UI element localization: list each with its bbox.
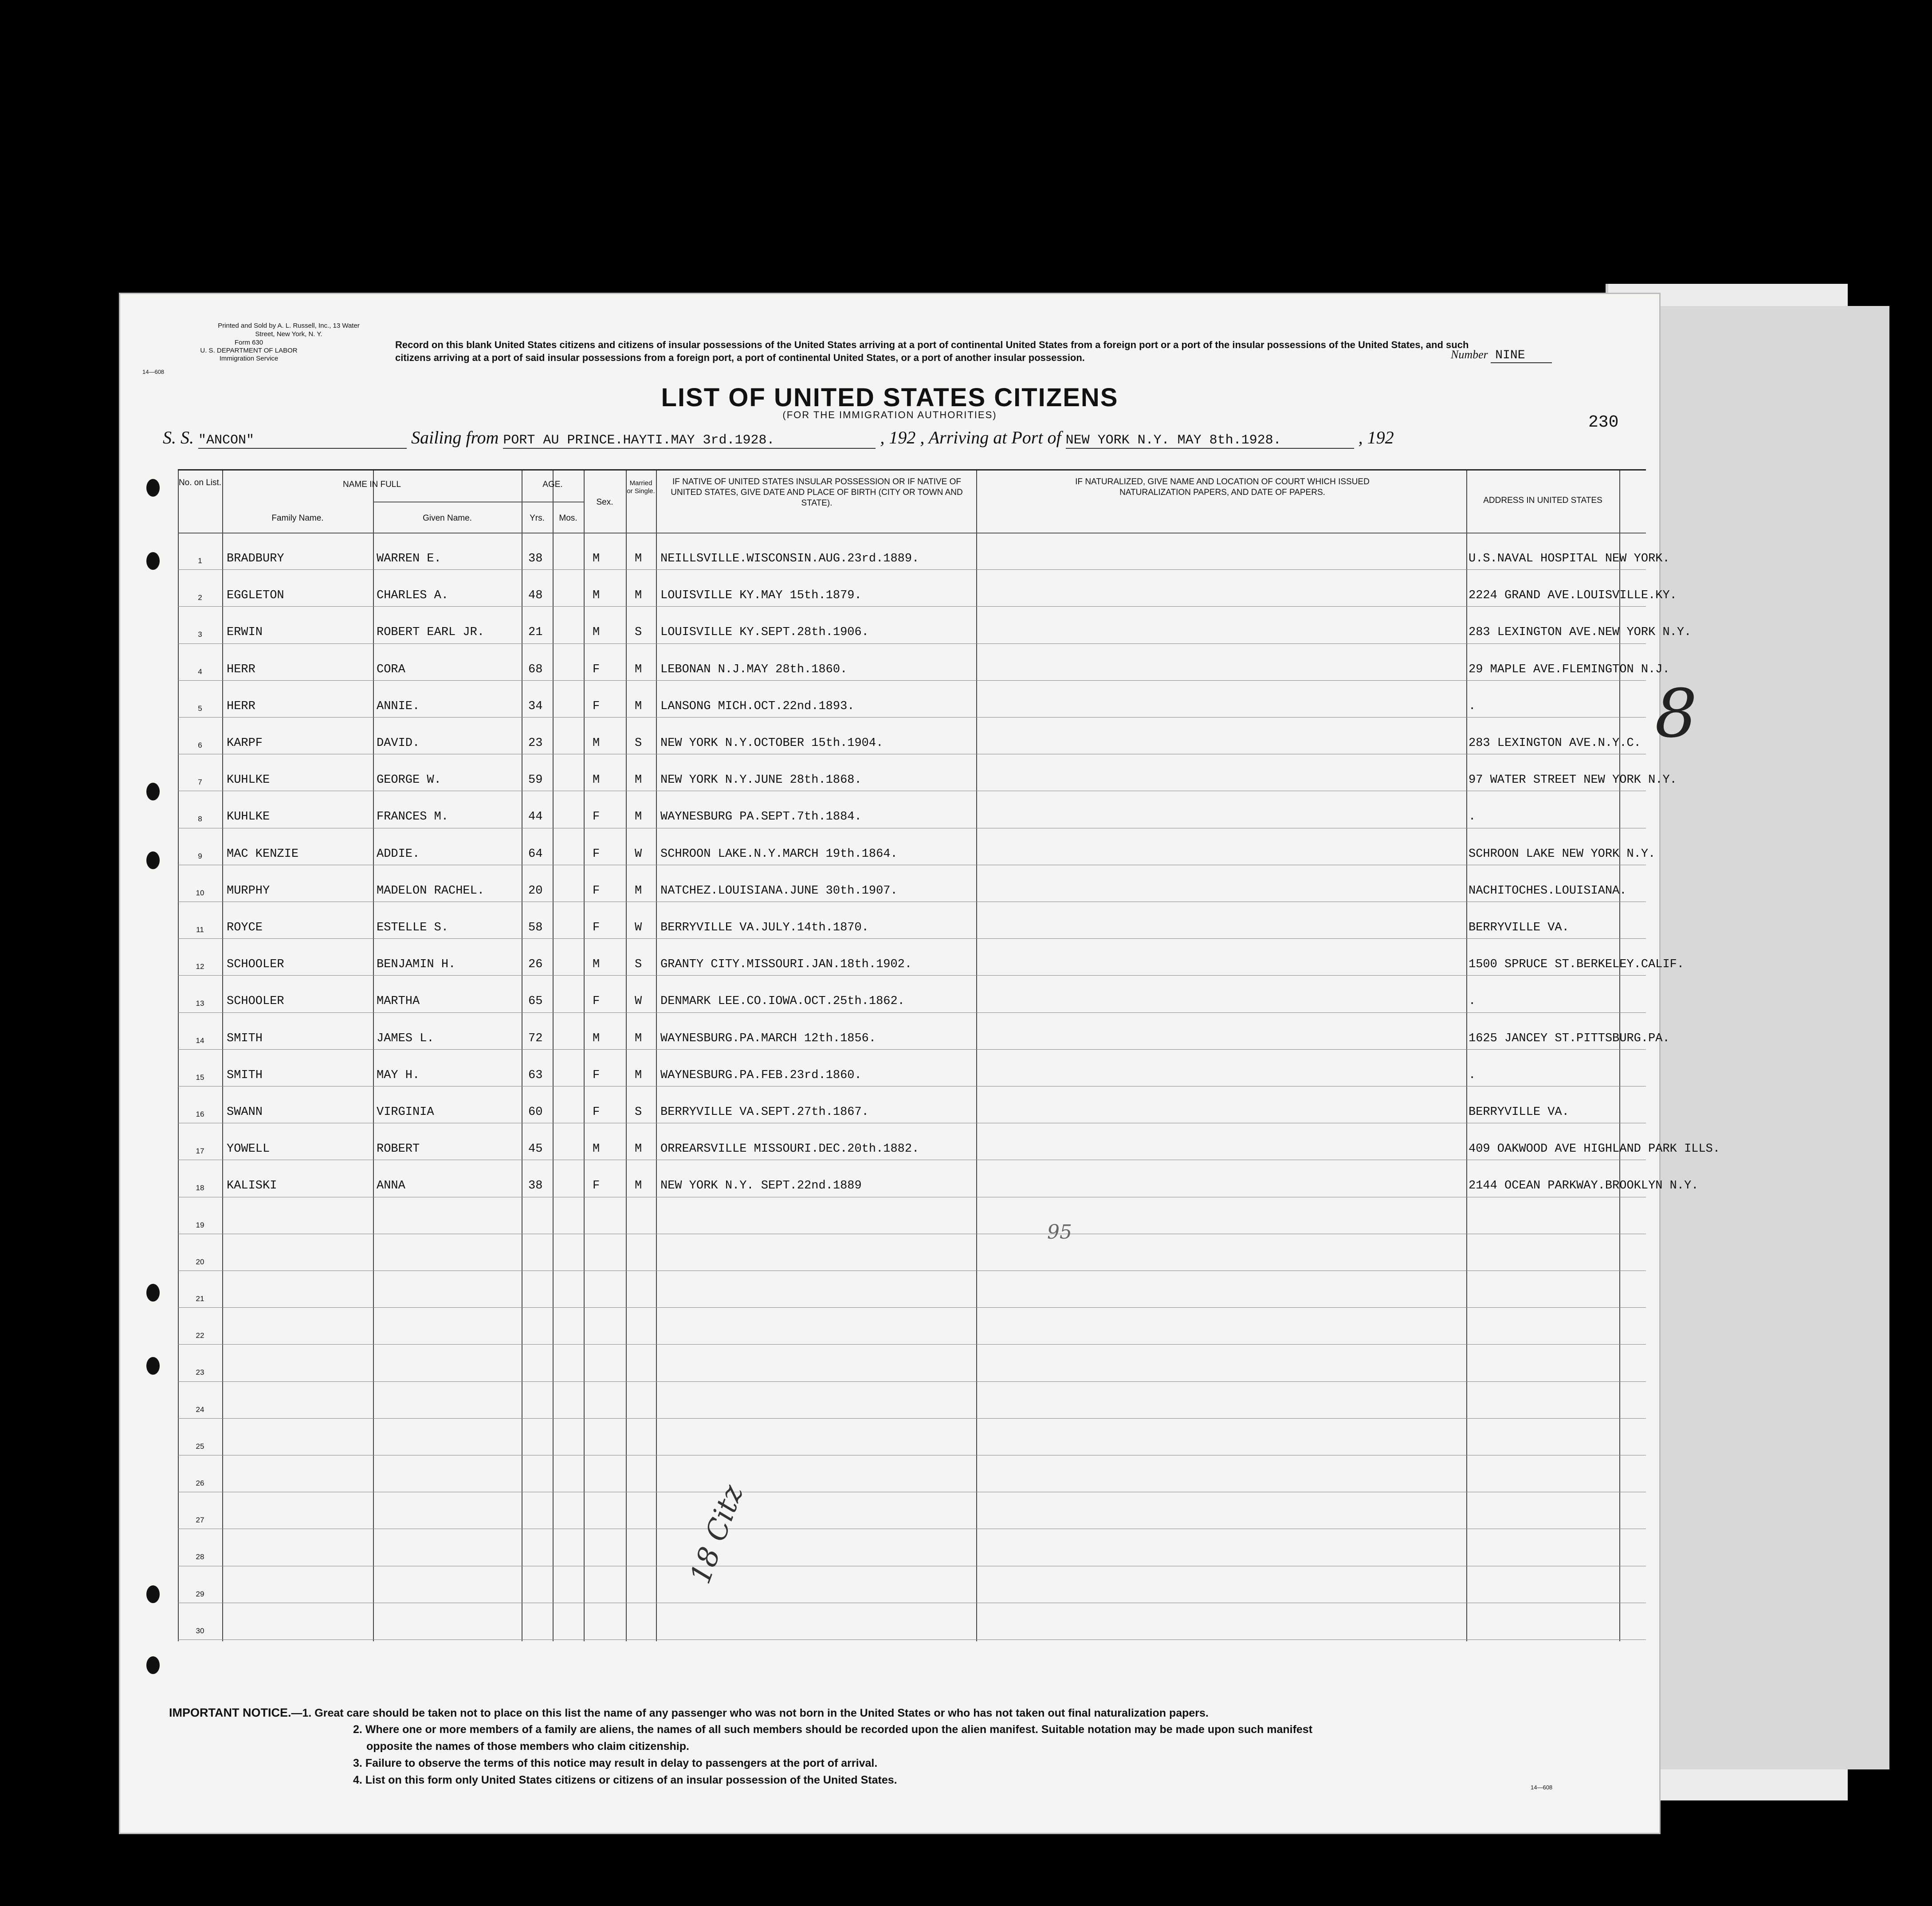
notice-item-4: 4. List on this form only United States citizens or citizens of an insular possession of the United States. (353, 1774, 897, 1786)
cell-given: ESTELLE S. (377, 921, 449, 934)
page-number: 230 (1588, 413, 1619, 432)
cell-ms: M (635, 810, 642, 824)
cell-family: SMITH (227, 1068, 263, 1082)
row-number: 15 (196, 1073, 204, 1082)
cell-sex: M (593, 773, 600, 787)
cell-address: 2144 OCEAN PARKWAY.BROOKLYN N.Y. (1469, 1179, 1699, 1193)
cell-sex: F (593, 1068, 600, 1082)
cell-birth: LOUISVILLE KY.MAY 15th.1879. (660, 589, 862, 603)
page-subtitle: (FOR THE IMMIGRATION AUTHORITIES) (782, 409, 997, 420)
cell-given: GEORGE W. (377, 773, 441, 787)
row-number: 16 (196, 1110, 204, 1118)
service-name: Immigration Service (219, 355, 279, 362)
tally-note: 18 Citz (684, 1480, 750, 1588)
row-divider (178, 680, 1646, 681)
cell-family: SMITH (227, 1031, 263, 1045)
cell-birth: NATCHEZ.LOUISIANA.JUNE 30th.1907. (660, 884, 898, 898)
arriving-label: , Arriving at Port of (920, 427, 1061, 447)
cell-address: . (1469, 699, 1476, 713)
cell-given: CORA (377, 663, 405, 676)
cell-address: 1625 JANCEY ST.PITTSBURG.PA. (1469, 1031, 1670, 1045)
row-number: 3 (198, 630, 202, 639)
row-divider (178, 1344, 1646, 1345)
notice-item-2b: opposite the names of those members who claim citizenship. (366, 1740, 689, 1753)
row-number: 4 (198, 667, 202, 676)
row-number: 1 (198, 557, 202, 565)
cell-address: 409 OAKWOOD AVE HIGHLAND PARK ILLS. (1469, 1142, 1720, 1156)
col-no-on-list: No. on List. (178, 478, 222, 487)
row-divider (178, 643, 1646, 644)
punch-hole (146, 1585, 160, 1603)
row-number: 25 (196, 1442, 204, 1451)
number-label: Number (1451, 348, 1488, 361)
cell-age: 63 (528, 1068, 543, 1082)
cell-age: 60 (528, 1106, 543, 1119)
cell-address: BERRYVILLE VA. (1469, 921, 1569, 934)
row-number: 11 (196, 926, 204, 934)
cell-family: HERR (227, 699, 255, 713)
cell-address: 1500 SPRUCE ST.BERKELEY.CALIF. (1469, 958, 1685, 972)
cell-address: 283 LEXINGTON AVE.N.Y.C. (1469, 737, 1641, 750)
sailing-label: Sailing from (411, 427, 499, 447)
cell-ms: S (635, 958, 642, 972)
row-number: 13 (196, 999, 204, 1008)
cell-sex: M (593, 589, 600, 603)
cell-family: EGGLETON (227, 589, 284, 603)
cell-sex: M (593, 552, 600, 565)
punch-hole (146, 479, 160, 497)
cell-ms: M (635, 773, 642, 787)
cell-age: 23 (528, 737, 543, 750)
col-name-in-full: NAME IN FULL (343, 480, 401, 489)
notice-item-3: 3. Failure to observe the terms of this notice may result in delay to passengers at the port of arrival. (353, 1757, 878, 1769)
cell-given: JAMES L. (377, 1031, 434, 1045)
row-number: 30 (196, 1626, 204, 1635)
cell-birth: LEBONAN N.J.MAY 28th.1860. (660, 663, 848, 676)
row-number: 19 (196, 1220, 204, 1229)
cell-ms: W (635, 921, 642, 934)
row-divider (178, 938, 1646, 939)
cell-address: . (1469, 810, 1476, 824)
cell-given: WARREN E. (377, 552, 441, 565)
col-family-name: Family Name. (271, 514, 324, 523)
list-number (1451, 348, 1552, 362)
margin-number: 8 (1655, 675, 1697, 753)
col-married-single: Married or Single. (627, 479, 655, 495)
notice-item-1: —1. Great care should be taken not to place on this list the name of any passenger who was not born in the United States or who has not taken out final naturalization papers. (291, 1707, 1209, 1719)
manifest-sheet (119, 293, 1720, 1834)
cell-age: 34 (528, 699, 543, 713)
page-title: LIST OF UNITED STATES CITIZENS (661, 383, 1119, 412)
punch-hole (146, 851, 160, 869)
cell-ms: S (635, 737, 642, 750)
cell-birth: DENMARK LEE.CO.IOWA.OCT.25th.1862. (660, 995, 905, 1008)
cell-age: 48 (528, 589, 543, 603)
row-divider (178, 1418, 1646, 1419)
cell-age: 44 (528, 810, 543, 824)
cell-family: SCHOOLER (227, 958, 284, 972)
cell-age: 58 (528, 921, 543, 934)
row-number: 26 (196, 1479, 204, 1487)
cell-birth: LOUISVILLE KY.SEPT.28th.1906. (660, 626, 869, 639)
cell-family: ERWIN (227, 626, 263, 639)
cell-given: ANNA (377, 1179, 405, 1193)
cell-family: KARPF (227, 737, 263, 750)
cell-age: 20 (528, 884, 543, 898)
cell-birth: WAYNESBURG.PA.MARCH 12th.1856. (660, 1031, 876, 1045)
row-number: 22 (196, 1331, 204, 1340)
col-years: Yrs. (530, 514, 545, 523)
row-number: 24 (196, 1405, 204, 1414)
col-months: Mos. (559, 514, 577, 523)
back-page-strip (1659, 306, 1889, 1769)
cell-address: 283 LEXINGTON AVE.NEW YORK N.Y. (1469, 626, 1692, 639)
voyage-line (163, 427, 1394, 449)
cell-family: KALISKI (227, 1179, 277, 1193)
col-age: AGE. (542, 480, 563, 489)
row-number: 21 (196, 1294, 204, 1303)
footer-form-code: 14—608 (1531, 1784, 1553, 1791)
row-number: 18 (196, 1184, 204, 1192)
cell-family: MURPHY (227, 884, 270, 898)
cell-ms: W (635, 995, 642, 1008)
row-divider (178, 1012, 1646, 1013)
cell-address: NACHITOCHES.LOUISIANA. (1469, 884, 1627, 898)
cell-ms: M (635, 1142, 642, 1156)
cell-given: MADELON RACHEL. (377, 884, 485, 898)
department-name: U. S. DEPARTMENT OF LABOR (200, 347, 298, 354)
cell-family: KUHLKE (227, 810, 270, 824)
year-suffix-1: , 192 (880, 427, 916, 447)
punch-hole (146, 1284, 160, 1302)
col-naturalization: IF NATURALIZED, GIVE NAME AND LOCATION OF COURT WHICH ISSUED NATURALIZATION PAPERS, AND DATE OF PAPERS. (1075, 477, 1370, 497)
form-number: Form 630 (234, 339, 263, 346)
col-given-name: Given Name. (423, 514, 472, 523)
cell-age: 38 (528, 552, 543, 565)
number-value: NINE (1491, 349, 1551, 363)
sailing-port: PORT AU PRINCE.HAYTI.MAY 3rd.1928. (503, 433, 876, 449)
cell-age: 38 (528, 1179, 543, 1193)
cell-birth: GRANTY CITY.MISSOURI.JAN.18th.1902. (660, 958, 912, 972)
cell-birth: NEW YORK N.Y.JUNE 28th.1868. (660, 773, 862, 787)
cell-ms: M (635, 589, 642, 603)
row-divider (178, 606, 1646, 607)
cell-given: ADDIE. (377, 847, 420, 861)
ss-label: S. S. (163, 427, 194, 447)
cell-sex: M (593, 958, 600, 972)
row-divider (178, 1639, 1646, 1640)
cell-address: 97 WATER STREET NEW YORK N.Y. (1469, 773, 1677, 787)
cell-birth: BERRYVILLE VA.JULY.14th.1870. (660, 921, 869, 934)
cell-age: 72 (528, 1031, 543, 1045)
cell-sex: M (593, 626, 600, 639)
cell-birth: NEILLSVILLE.WISCONSIN.AUG.23rd.1889. (660, 552, 919, 565)
cell-birth: WAYNESBURG PA.SEPT.7th.1884. (660, 810, 862, 824)
cell-address: BERRYVILLE VA. (1469, 1106, 1569, 1119)
cell-family: HERR (227, 663, 255, 676)
cell-ms: W (635, 847, 642, 861)
cell-given: MAY H. (377, 1068, 420, 1082)
cell-family: KUHLKE (227, 773, 270, 787)
cell-age: 26 (528, 958, 543, 972)
cell-age: 59 (528, 773, 543, 787)
row-divider (178, 975, 1646, 976)
cell-address: 2224 GRAND AVE.LOUISVILLE.KY. (1469, 589, 1677, 603)
cell-family: BRADBURY (227, 552, 284, 565)
cell-sex: F (593, 884, 600, 898)
notice-lead: IMPORTANT NOTICE. (169, 1706, 291, 1719)
cell-address: U.S.NAVAL HOSPITAL NEW YORK. (1469, 552, 1670, 565)
cell-given: ROBERT (377, 1142, 420, 1156)
printer-credit: Printed and Sold by A. L. Russell, Inc., 13 Water Street, New York, N. Y. (218, 322, 360, 338)
row-number: 7 (198, 778, 202, 787)
row-divider (178, 1049, 1646, 1050)
center-number: 95 (1047, 1221, 1072, 1243)
cell-family: ROYCE (227, 921, 263, 934)
form-code: 14—608 (142, 369, 165, 375)
row-number: 6 (198, 741, 202, 749)
cell-ms: S (635, 626, 642, 639)
cell-ms: M (635, 1068, 642, 1082)
cell-birth: SCHROON LAKE.N.Y.MARCH 19th.1864. (660, 847, 898, 861)
instructions-text: Record on this blank United States citizens and citizens of insular possessions of the United States arriving at a port of continental United States from a foreign port or a port of the insular possessions of the United States, and such citizens arriving at a port of said insular possessions from a foreign port, a port of continental United States, or a port of another insular possession. (395, 339, 1469, 363)
cell-ms: M (635, 699, 642, 713)
cell-ms: M (635, 663, 642, 676)
cell-sex: F (593, 1179, 600, 1193)
row-divider (178, 1381, 1646, 1382)
cell-given: CHARLES A. (377, 589, 449, 603)
row-number: 17 (196, 1147, 204, 1156)
cell-given: BENJAMIN H. (377, 958, 456, 972)
year-suffix-2: , 192 (1358, 427, 1394, 447)
cell-family: SWANN (227, 1106, 263, 1119)
cell-ms: M (635, 1031, 642, 1045)
cell-address: . (1469, 1068, 1476, 1082)
row-number: 29 (196, 1589, 204, 1598)
cell-age: 68 (528, 663, 543, 676)
cell-given: FRANCES M. (377, 810, 449, 824)
cell-given: ANNIE. (377, 699, 420, 713)
cell-birth: NEW YORK N.Y.OCTOBER 15th.1904. (660, 737, 884, 750)
cell-birth: LANSONG MICH.OCT.22nd.1893. (660, 699, 855, 713)
cell-age: 21 (528, 626, 543, 639)
row-number: 20 (196, 1257, 204, 1266)
row-number: 8 (198, 815, 202, 824)
row-number: 27 (196, 1516, 204, 1525)
cell-ms: M (635, 1179, 642, 1193)
row-number: 2 (198, 593, 202, 602)
ship-name: "ANCON" (198, 433, 407, 449)
punch-hole (146, 552, 160, 570)
row-number: 9 (198, 851, 202, 860)
notice-item-2: 2. Where one or more members of a family are aliens, the names of all such members should be recorded upon the alien manifest. Suitable notation may be made upon such manifest (353, 1723, 1313, 1736)
arrival-port: NEW YORK N.Y. MAY 8th.1928. (1066, 433, 1354, 449)
cell-ms: S (635, 1106, 642, 1119)
cell-sex: F (593, 921, 600, 934)
cell-sex: M (593, 737, 600, 750)
cell-given: MARTHA (377, 995, 420, 1008)
passenger-table (178, 469, 1720, 1641)
punch-hole (146, 783, 160, 800)
cell-age: 64 (528, 847, 543, 861)
cell-age: 65 (528, 995, 543, 1008)
cell-sex: M (593, 1031, 600, 1045)
row-number: 23 (196, 1368, 204, 1377)
cell-sex: M (593, 1142, 600, 1156)
row-divider (178, 569, 1646, 570)
col-sex: Sex. (596, 498, 613, 507)
row-number: 5 (198, 704, 202, 713)
cell-sex: F (593, 699, 600, 713)
row-number: 10 (196, 888, 204, 897)
row-number: 28 (196, 1553, 204, 1561)
cell-sex: F (593, 810, 600, 824)
row-number: 14 (196, 1036, 204, 1045)
cell-address: SCHROON LAKE NEW YORK N.Y. (1469, 847, 1656, 861)
cell-age: 45 (528, 1142, 543, 1156)
punch-hole (146, 1357, 160, 1375)
cell-sex: F (593, 663, 600, 676)
cell-birth: BERRYVILLE VA.SEPT.27th.1867. (660, 1106, 869, 1119)
cell-given: DAVID. (377, 737, 420, 750)
cell-sex: F (593, 1106, 600, 1119)
row-divider (178, 1307, 1646, 1308)
cell-birth: ORREARSVILLE MISSOURI.DEC.20th.1882. (660, 1142, 919, 1156)
cell-given: VIRGINIA (377, 1106, 434, 1119)
punch-hole (146, 1656, 160, 1674)
cell-given: ROBERT EARL JR. (377, 626, 485, 639)
cell-ms: M (635, 552, 642, 565)
cell-family: YOWELL (227, 1142, 270, 1156)
cell-birth: NEW YORK N.Y. SEPT.22nd.1889 (660, 1179, 862, 1193)
cell-address: . (1469, 995, 1476, 1008)
cell-birth: WAYNESBURG.PA.FEB.23rd.1860. (660, 1068, 862, 1082)
cell-family: MAC KENZIE (227, 847, 299, 861)
cell-sex: F (593, 847, 600, 861)
cell-ms: M (635, 884, 642, 898)
row-number: 12 (196, 962, 204, 971)
col-birth: IF NATIVE OF UNITED STATES INSULAR POSSESSION OR IF NATIVE OF UNITED STATES, GIVE DATE AND PLACE OF BIRTH (CITY OR TOWN AND STATE). (671, 477, 963, 508)
cell-address: 29 MAPLE AVE.FLEMINGTON N.J. (1469, 663, 1670, 676)
cell-family: SCHOOLER (227, 995, 284, 1008)
col-address: ADDRESS IN UNITED STATES (1483, 496, 1602, 505)
cell-sex: F (593, 995, 600, 1008)
row-divider (178, 717, 1646, 718)
